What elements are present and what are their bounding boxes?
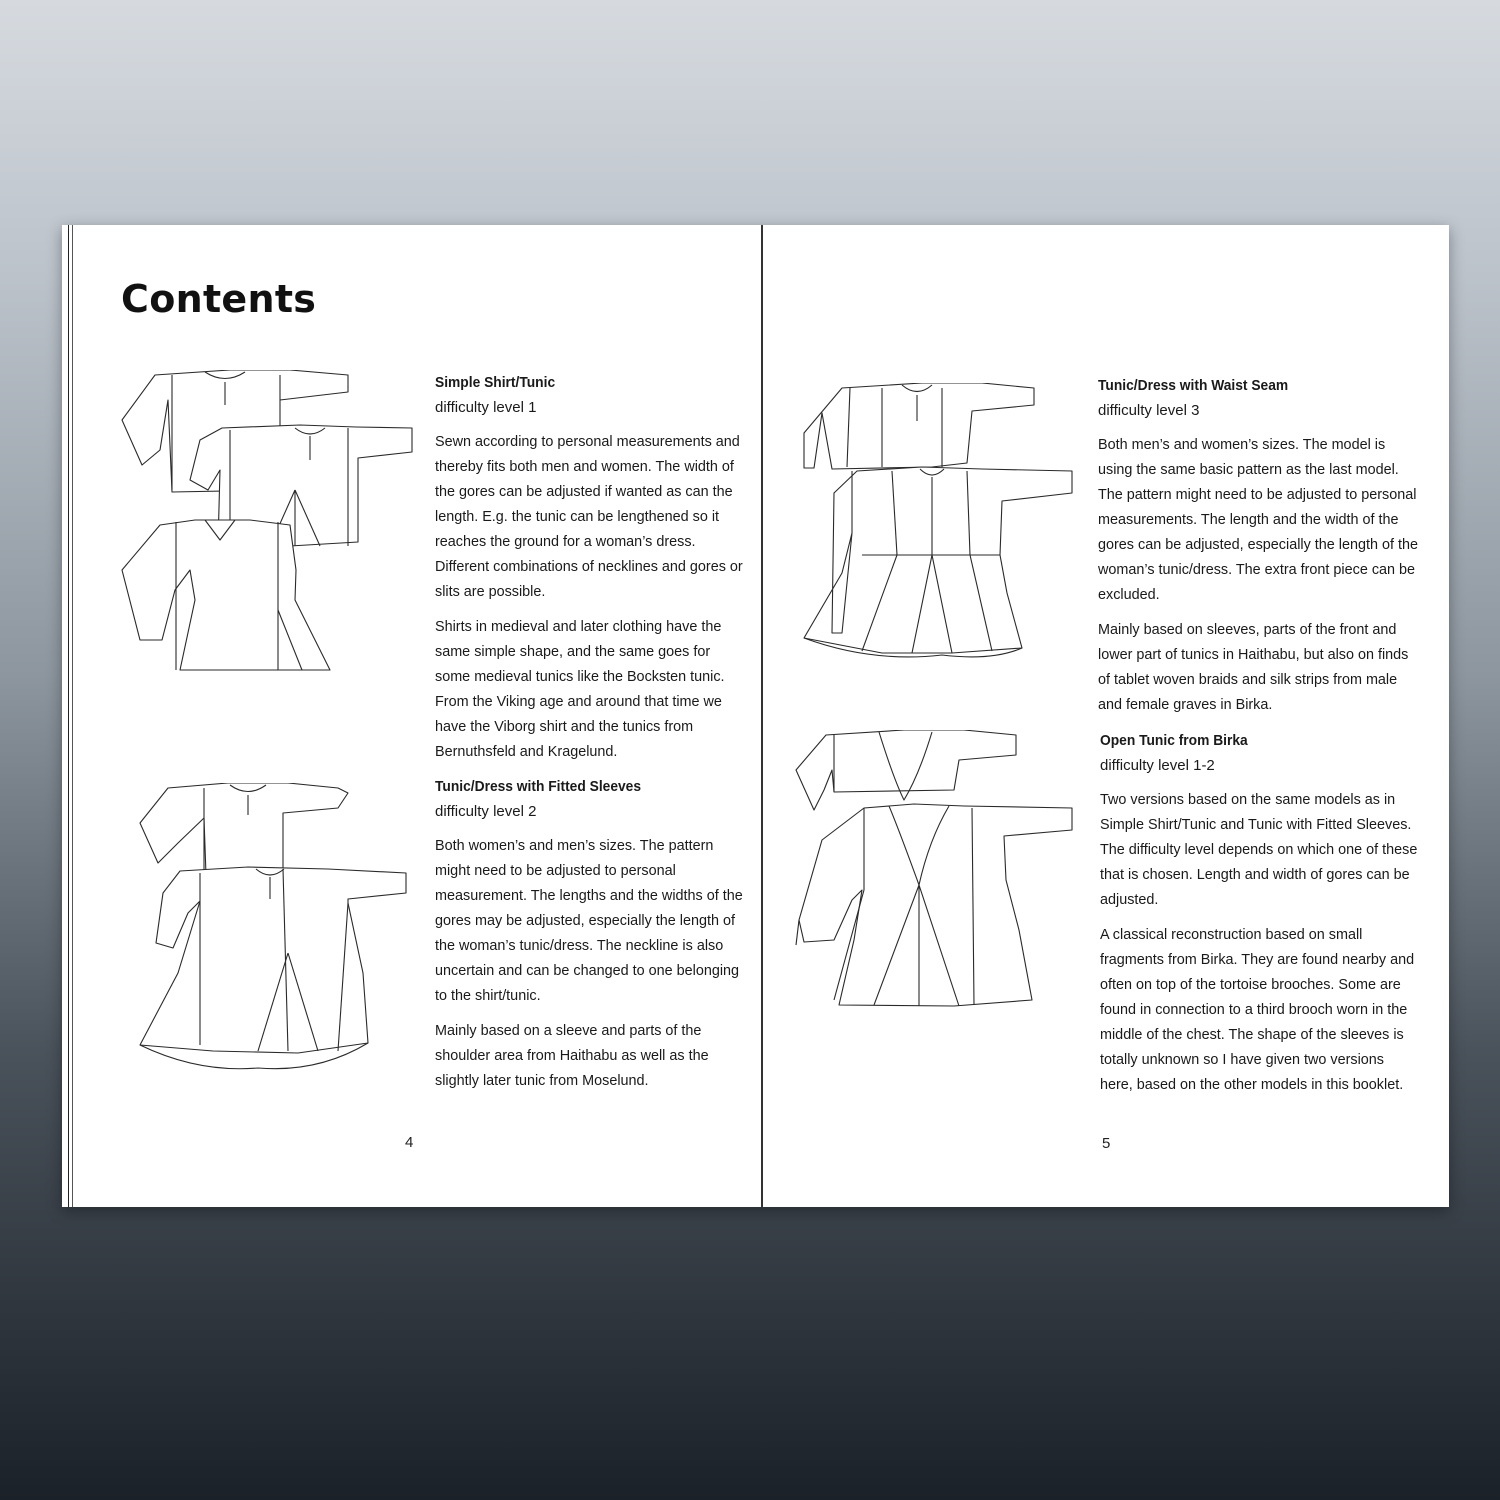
- difficulty-level: difficulty level 1-2: [1100, 757, 1215, 774]
- open-tunic-birka-illustration: [794, 730, 1084, 1020]
- section-paragraph: Shirts in medieval and later clothing have the same simple shape, and the same goes for some medieval tunics like the Bocksten tunic. From the Viking age and around that time we have the Viborg shirt and the tunics from Bernuthsfeld and Kragelund.: [435, 619, 725, 760]
- section-paragraph: Mainly based on sleeves, parts of the front and lower part of tunics in Haithabu, but also on finds of tablet woven braids and silk strips from male and female graves in Birka.: [1098, 622, 1409, 713]
- section-paragraph: Mainly based on a sleeve and parts of the shoulder area from Haithabu as well as the slightly later tunic from Moselund.: [435, 1023, 709, 1089]
- section-waist-seam: [1098, 373, 1418, 728]
- fitted-sleeves-tunic-illustration: [138, 783, 418, 1073]
- section-paragraph: Two versions based on the same models as in Simple Shirt/Tunic and Tunic with Fitted Sleeves. The difficulty level depends on which one of these that is chosen. Length and width of gores can be adjusted.: [1100, 792, 1418, 908]
- section-heading: Tunic/Dress with Fitted Sleeves: [435, 778, 642, 795]
- section-paragraph: A classical reconstruction based on small fragments from Birka. They are found nearby and often on top of the tortoise brooches. Some are found in connection to a third brooch worn in the middle of the chest. The shape of the sleeves is totally unknown so I have given two versions here, based on the other models in this booklet.: [1100, 927, 1415, 1093]
- booklet-spread: [62, 225, 1449, 1207]
- difficulty-level: difficulty level 3: [1098, 402, 1200, 419]
- section-simple-shirt-tunic: [435, 370, 745, 775]
- section-heading: Simple Shirt/Tunic: [435, 374, 556, 391]
- page-title: Contents: [121, 277, 317, 321]
- page-edge: [68, 225, 73, 1207]
- waist-seam-tunic-illustration: [802, 383, 1102, 665]
- section-paragraph: Both men’s and women’s sizes. The model is using the same basic pattern as the last model. The pattern might need to be adjusted to personal measurements. The length and the width of the gores can be adjusted, especially the length of the woman’s tunic/dress. The extra front piece can be excluded.: [1098, 437, 1419, 603]
- section-fitted-sleeves: [435, 774, 745, 1104]
- difficulty-level: difficulty level 2: [435, 803, 537, 820]
- section-open-tunic-birka: [1100, 728, 1420, 1108]
- left-page: [62, 225, 764, 1207]
- book-gutter: [761, 225, 763, 1207]
- right-page: [764, 225, 1449, 1207]
- simple-shirt-tunic-illustration: [120, 370, 420, 675]
- section-heading: Tunic/Dress with Waist Seam: [1098, 377, 1289, 394]
- page-number: 4: [405, 1134, 414, 1151]
- page-number: 5: [1102, 1135, 1111, 1152]
- section-heading: Open Tunic from Birka: [1100, 732, 1248, 749]
- difficulty-level: difficulty level 1: [435, 399, 537, 416]
- section-paragraph: Both women’s and men’s sizes. The pattern might need to be adjusted to personal measurement. The lengths and the widths of the gores may be adjusted, especially the length of the woman’s tunic/dress. The neckline is also uncertain and can be changed to one belonging to the shirt/tunic.: [435, 838, 743, 1004]
- section-paragraph: Sewn according to personal measurements and thereby fits both men and women. The width of the gores can be adjusted if wanted as can the length. E.g. the tunic can be lengthened so it reaches the ground for a woman’s dress. Different combinations of necklines and gores or slits are possible.: [435, 434, 743, 600]
